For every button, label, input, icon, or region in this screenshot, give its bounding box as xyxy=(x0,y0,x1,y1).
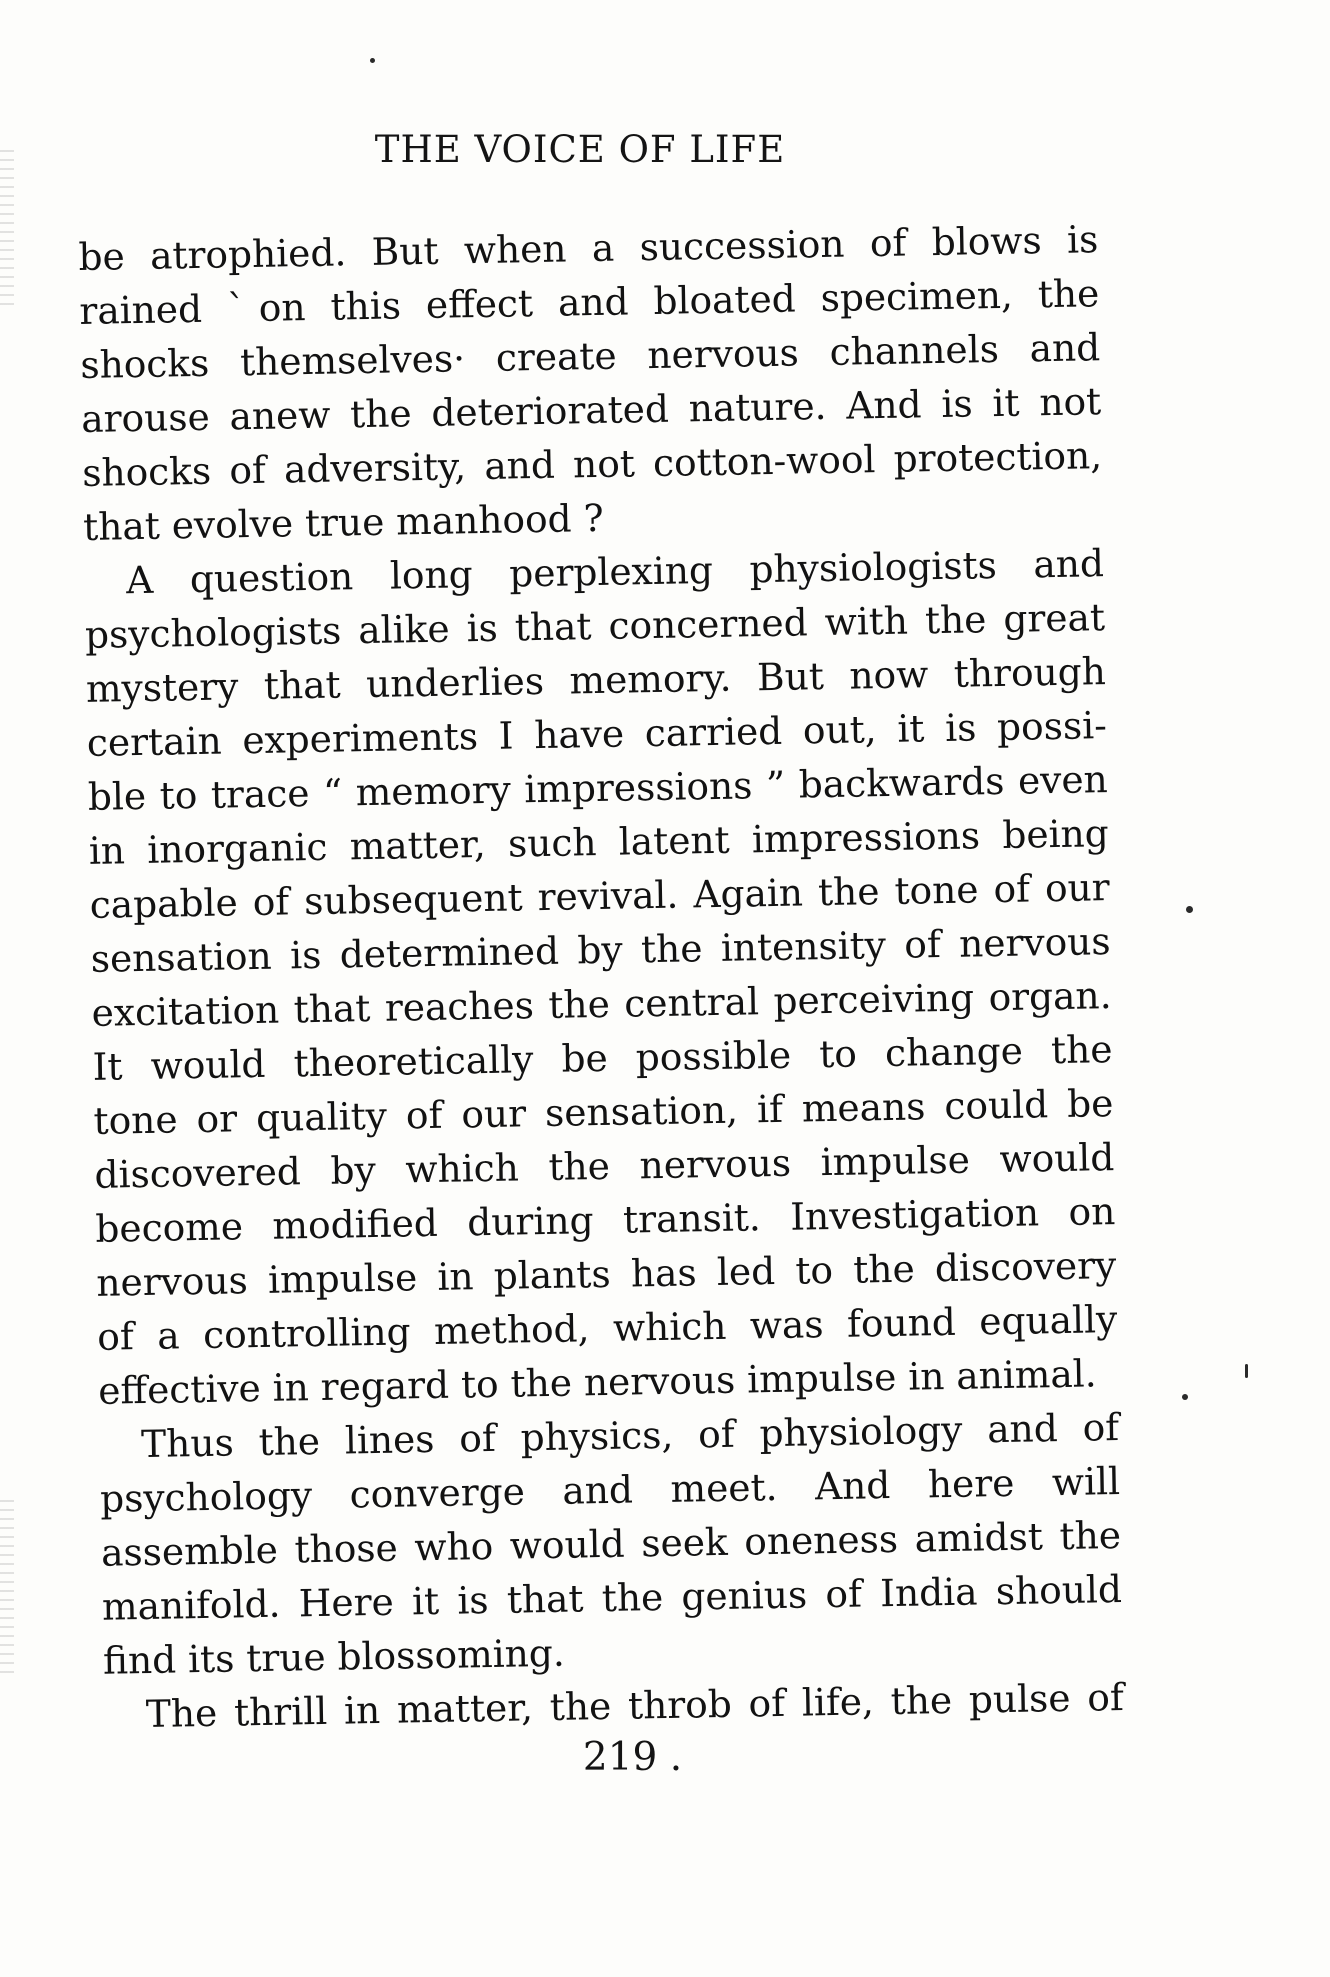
text-line: effective in regard to the nervous impulse in animal. xyxy=(97,1351,1097,1413)
text-line: It would theoretically be possible to change the xyxy=(92,1027,1113,1089)
text-line: arouse anew the deteriorated nature. And is it not xyxy=(80,379,1102,441)
text-line: The thrill in matter, the throb of life, the pulse of xyxy=(145,1674,1125,1737)
text-line: rained ˋon this effect and bloated specimen, the xyxy=(79,271,1100,333)
text-line: become modified during transit. Investigation on xyxy=(95,1189,1116,1251)
text-line: psychologists alike is that concerned with the great xyxy=(84,595,1106,657)
text-line: shocks of adversity, and not cotton-wool protection, xyxy=(81,433,1103,495)
text-line: excitation that reaches the central perceiving organ. xyxy=(91,973,1112,1035)
running-head: THE VOICE OF LIFE xyxy=(374,128,786,171)
text-line: in inorganic matter, such latent impressions being xyxy=(88,811,1110,873)
scan-edge-noise xyxy=(0,1500,14,1680)
page-number: 219 . xyxy=(582,1735,683,1780)
text-line: of a controlling method, which was found equally xyxy=(96,1297,1118,1359)
text-line: manifold. Here it is that the genius of India should xyxy=(101,1566,1123,1629)
text-line: assemble those who would seek oneness amidst the xyxy=(100,1513,1122,1575)
scan-speck xyxy=(1245,1364,1248,1378)
body-text xyxy=(78,212,1124,1742)
text-line: mystery that underlies memory. But now through xyxy=(85,649,1107,711)
text-line: that evolve true manhood ? xyxy=(82,495,604,549)
scan-speck xyxy=(370,58,375,63)
text-line: discovered by which the nervous impulse would xyxy=(94,1135,1115,1197)
text-line: psychology converge and meet. And here will xyxy=(99,1459,1121,1521)
text-line: certain experiments I have carried out, it is possi- xyxy=(86,703,1108,765)
text-line: tone or quality of our sensation, if means could be xyxy=(93,1081,1114,1143)
text-line: sensation is determined by the intensity of nervous xyxy=(90,919,1111,981)
text-line: Thus the lines of physics, of physiology and of xyxy=(140,1405,1120,1467)
text-line: nervous impulse in plants has led to the discovery xyxy=(95,1243,1117,1305)
scan-edge-noise xyxy=(0,150,14,310)
scan-speck xyxy=(1186,906,1193,913)
text-line: be atrophied. But when a succession of blows is xyxy=(78,217,1099,279)
text-line: ble to trace “ memory impressions ” backwards even xyxy=(87,757,1109,819)
scan-speck xyxy=(1182,1394,1188,1400)
text-line: capable of subsequent revival. Again the tone of our xyxy=(89,865,1111,927)
text-line: find its true blossoming. xyxy=(102,1630,566,1683)
text-line: A question long perplexing physiologists and xyxy=(125,541,1105,603)
text-line: shocks themselves· create nervous channels and xyxy=(79,325,1101,387)
